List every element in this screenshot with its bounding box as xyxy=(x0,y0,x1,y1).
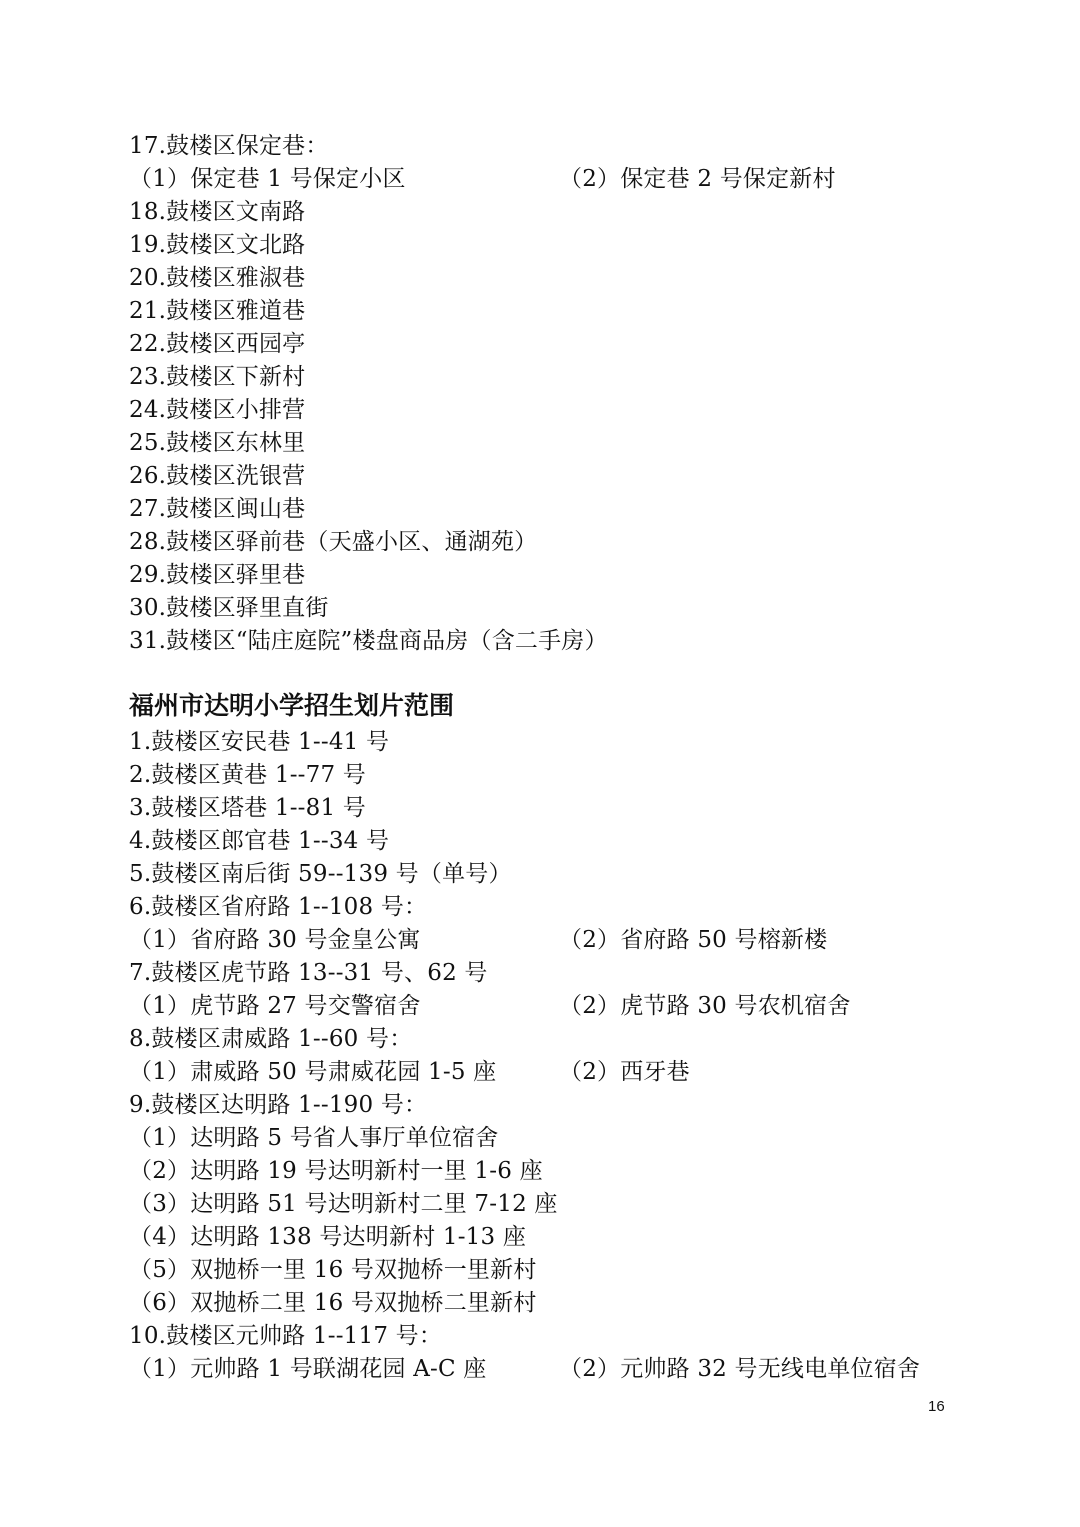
list-item-text: 4.鼓楼区郎官巷 1--34 号 xyxy=(129,828,390,854)
section-spacer xyxy=(129,658,959,686)
list-item xyxy=(129,559,959,592)
list-item-text: 21.鼓楼区雅道巷 xyxy=(129,298,306,324)
list-item-text: （1）肃威路 50 号肃威花园 1-5 座 xyxy=(129,1059,497,1085)
list-item-text: 30.鼓楼区驿里直街 xyxy=(129,595,329,621)
list-item-text: 29.鼓楼区驿里巷 xyxy=(129,562,306,588)
list-item-text: 23.鼓楼区下新村 xyxy=(129,364,306,390)
list-item-text: 1.鼓楼区安民巷 1--41 号 xyxy=(129,729,390,755)
list-item xyxy=(129,163,959,196)
list-item-text: （6）双抛桥二里 16 号双抛桥二里新村 xyxy=(129,1290,537,1316)
list-item-text: 31.鼓楼区“陆庄庭院”楼盘商品房（含二手房） xyxy=(129,628,608,654)
list-item xyxy=(129,229,959,262)
list-item-text: 28.鼓楼区驿前巷（天盛小区、通湖苑） xyxy=(129,529,538,555)
list-item xyxy=(129,130,959,163)
list-item-second-column: （2）元帅路 32 号无线电单位宿舍 xyxy=(559,1356,921,1382)
list-item xyxy=(129,726,959,759)
list-item xyxy=(129,1254,959,1287)
list-item xyxy=(129,1221,959,1254)
list-item xyxy=(129,1122,959,1155)
list-item-text: （1）虎节路 27 号交警宿舍 xyxy=(129,993,421,1019)
list-item-text: （1）元帅路 1 号联湖花园 A-C 座 xyxy=(129,1356,487,1382)
list-item-text: 6.鼓楼区省府路 1--108 号： xyxy=(129,894,428,920)
list-item xyxy=(129,394,959,427)
section-daming-school-list xyxy=(129,726,959,1386)
list-item-text: 9.鼓楼区达明路 1--190 号： xyxy=(129,1092,428,1118)
list-item-second-column: （2）保定巷 2 号保定新村 xyxy=(559,166,836,192)
list-item-text: 19.鼓楼区文北路 xyxy=(129,232,306,258)
list-item-text: 25.鼓楼区东林里 xyxy=(129,430,306,456)
list-item-text: 27.鼓楼区闽山巷 xyxy=(129,496,306,522)
list-item xyxy=(129,1320,959,1353)
list-item xyxy=(129,990,959,1023)
page-number: 16 xyxy=(928,1398,945,1415)
list-item xyxy=(129,825,959,858)
list-item-second-column: （2）西牙巷 xyxy=(559,1059,690,1085)
list-item-text: 26.鼓楼区洗银营 xyxy=(129,463,306,489)
list-item-text: 3.鼓楼区塔巷 1--81 号 xyxy=(129,795,367,821)
list-item xyxy=(129,361,959,394)
page-content xyxy=(129,130,959,1386)
list-item xyxy=(129,792,959,825)
list-item xyxy=(129,1023,959,1056)
list-item xyxy=(129,460,959,493)
list-item-text: 5.鼓楼区南后街 59--139 号（单号） xyxy=(129,861,512,887)
list-item-second-column: （2）省府路 50 号榕新楼 xyxy=(559,927,828,953)
list-item xyxy=(129,196,959,229)
list-item xyxy=(129,592,959,625)
list-item xyxy=(129,262,959,295)
list-item-text: （1）保定巷 1 号保定小区 xyxy=(129,166,406,192)
list-item xyxy=(129,295,959,328)
list-item xyxy=(129,625,959,658)
list-item-text: （3）达明路 51 号达明新村二里 7-12 座 xyxy=(129,1191,558,1217)
section-heading: 福州市达明小学招生划片范围 xyxy=(129,691,455,720)
list-item xyxy=(129,328,959,361)
list-item-text: （4）达明路 138 号达明新村 1-13 座 xyxy=(129,1224,527,1250)
list-item-text: （2）达明路 19 号达明新村一里 1-6 座 xyxy=(129,1158,543,1184)
list-item xyxy=(129,427,959,460)
list-item-text: （5）双抛桥一里 16 号双抛桥一里新村 xyxy=(129,1257,537,1283)
list-item xyxy=(129,1089,959,1122)
list-item xyxy=(129,891,959,924)
list-item-text: 18.鼓楼区文南路 xyxy=(129,199,306,225)
list-item-text: 17.鼓楼区保定巷： xyxy=(129,133,329,159)
section-gulou-streets-list xyxy=(129,130,959,658)
list-item xyxy=(129,858,959,891)
list-item-text: 7.鼓楼区虎节路 13--31 号、62 号 xyxy=(129,960,488,986)
list-item xyxy=(129,1056,959,1089)
list-item-text: 10.鼓楼区元帅路 1--117 号： xyxy=(129,1323,443,1349)
list-item-text: 20.鼓楼区雅淑巷 xyxy=(129,265,306,291)
list-item-text: 8.鼓楼区肃威路 1--60 号： xyxy=(129,1026,413,1052)
list-item-text: 24.鼓楼区小排营 xyxy=(129,397,306,423)
list-item xyxy=(129,1353,959,1386)
list-item xyxy=(129,526,959,559)
list-item xyxy=(129,957,959,990)
list-item xyxy=(129,924,959,957)
list-item xyxy=(129,1188,959,1221)
list-item-text: （1）达明路 5 号省人事厅单位宿舍 xyxy=(129,1125,499,1151)
list-item xyxy=(129,493,959,526)
list-item-text: 22.鼓楼区西园亭 xyxy=(129,331,306,357)
list-item-text: （1）省府路 30 号金皇公寓 xyxy=(129,927,421,953)
list-item-text: 2.鼓楼区黄巷 1--77 号 xyxy=(129,762,367,788)
list-item xyxy=(129,1287,959,1320)
list-item xyxy=(129,759,959,792)
list-item xyxy=(129,1155,959,1188)
list-item-second-column: （2）虎节路 30 号农机宿舍 xyxy=(559,993,851,1019)
